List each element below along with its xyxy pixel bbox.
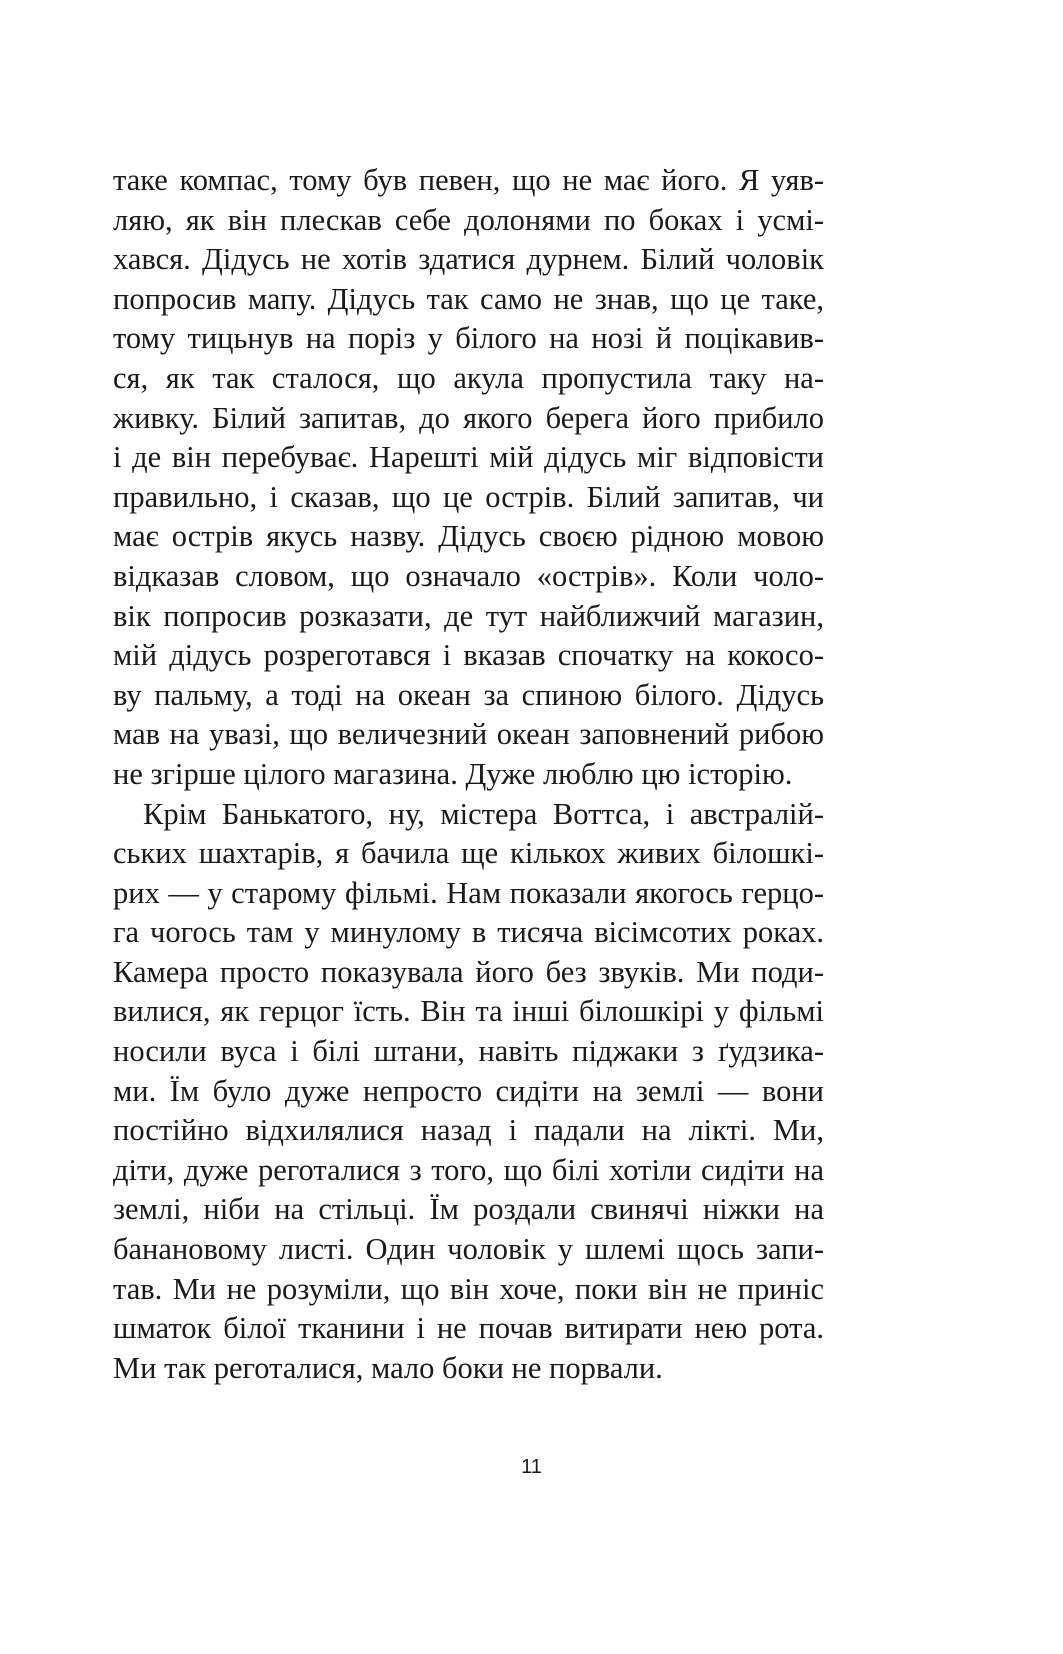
text-line: ляю, як він плескав себе долонями по боках і усмі- <box>113 202 824 237</box>
body-text <box>113 161 824 1388</box>
text-line: правильно, і сказав, що це острів. Білий запитав, чи <box>113 479 824 514</box>
text-line: рих — у старому фільмі. Нам показали якогось герцо- <box>113 875 824 910</box>
text-line: і де він перебуває. Нарешті мій дідусь міг відповісти <box>113 440 824 475</box>
text-line: вік попросив розказати, де тут найближчий магазин, <box>113 598 824 633</box>
text-line: банановому листі. Один чоловік у шлемі щось запи- <box>113 1232 824 1267</box>
text-line: діти, дуже реготалися з того, що білі хотіли сидіти на <box>113 1152 824 1187</box>
text-line: хався. Дідусь не хотів здатися дурнем. Білий чоловік <box>113 242 824 277</box>
text-line: Ми так реготалися, мало боки не порвали. <box>113 1350 663 1385</box>
text-line: ських шахтарів, я бачила ще кількох живих білошкі- <box>113 836 824 871</box>
text-line: попросив мапу. Дідусь так само не знав, що це таке, <box>113 281 824 316</box>
text-line: постійно відхилялися назад і падали на лікті. Ми, <box>113 1113 824 1148</box>
text-line: тому тицьнув на поріз у білого на нозі й поцікавив- <box>113 321 824 356</box>
text-line: таке компас, тому був певен, що не має його. Я уяв- <box>113 163 824 197</box>
text-line: тав. Ми не розуміли, що він хоче, поки він не приніс <box>113 1271 824 1306</box>
text-line: Крім Банькатого, ну, містера Воттса, і австралій- <box>143 796 824 831</box>
text-line: га чогось там у минулому в тисяча вісімсотих роках. <box>113 915 824 950</box>
text-line: має острів якусь назву. Дідусь своєю рідною мовою <box>113 519 824 554</box>
text-line: носили вуса і білі штани, навіть піджаки з ґудзика- <box>113 1034 824 1069</box>
text-line: мій дідусь розреготався і вказав спочатку на кокосо- <box>113 638 824 673</box>
text-line: вилися, як герцог їсть. Він та інші білошкірі у фільмі <box>113 994 824 1029</box>
text-line: не згірше цілого магазина. Дуже люблю цю історію. <box>113 756 793 791</box>
text-line: живку. Білий запитав, до якого берега його прибило <box>113 400 824 435</box>
paragraph-2 <box>113 795 824 1389</box>
text-line: мав на увазі, що величезний океан заповнений рибою <box>113 717 824 752</box>
text-line: ву пальму, а тоді на океан за спиною білого. Дідусь <box>113 677 824 712</box>
text-line: землі, ніби на стільці. Їм роздали свинячі ніжки на <box>113 1192 824 1227</box>
page-number: 11 <box>521 1456 542 1478</box>
text-line: ся, як так сталося, що акула пропустила таку на- <box>113 360 824 395</box>
text-line: відказав словом, що означало «острів». Коли чоло- <box>113 558 824 593</box>
text-line: ми. Їм було дуже непросто сидіти на землі — вони <box>113 1073 824 1108</box>
text-line: шматок білої тканини і не почав витирати нею рота. <box>113 1311 824 1346</box>
text-line: Камера просто показувала його без звуків. Ми поди- <box>113 954 824 989</box>
paragraph-1 <box>113 161 824 795</box>
